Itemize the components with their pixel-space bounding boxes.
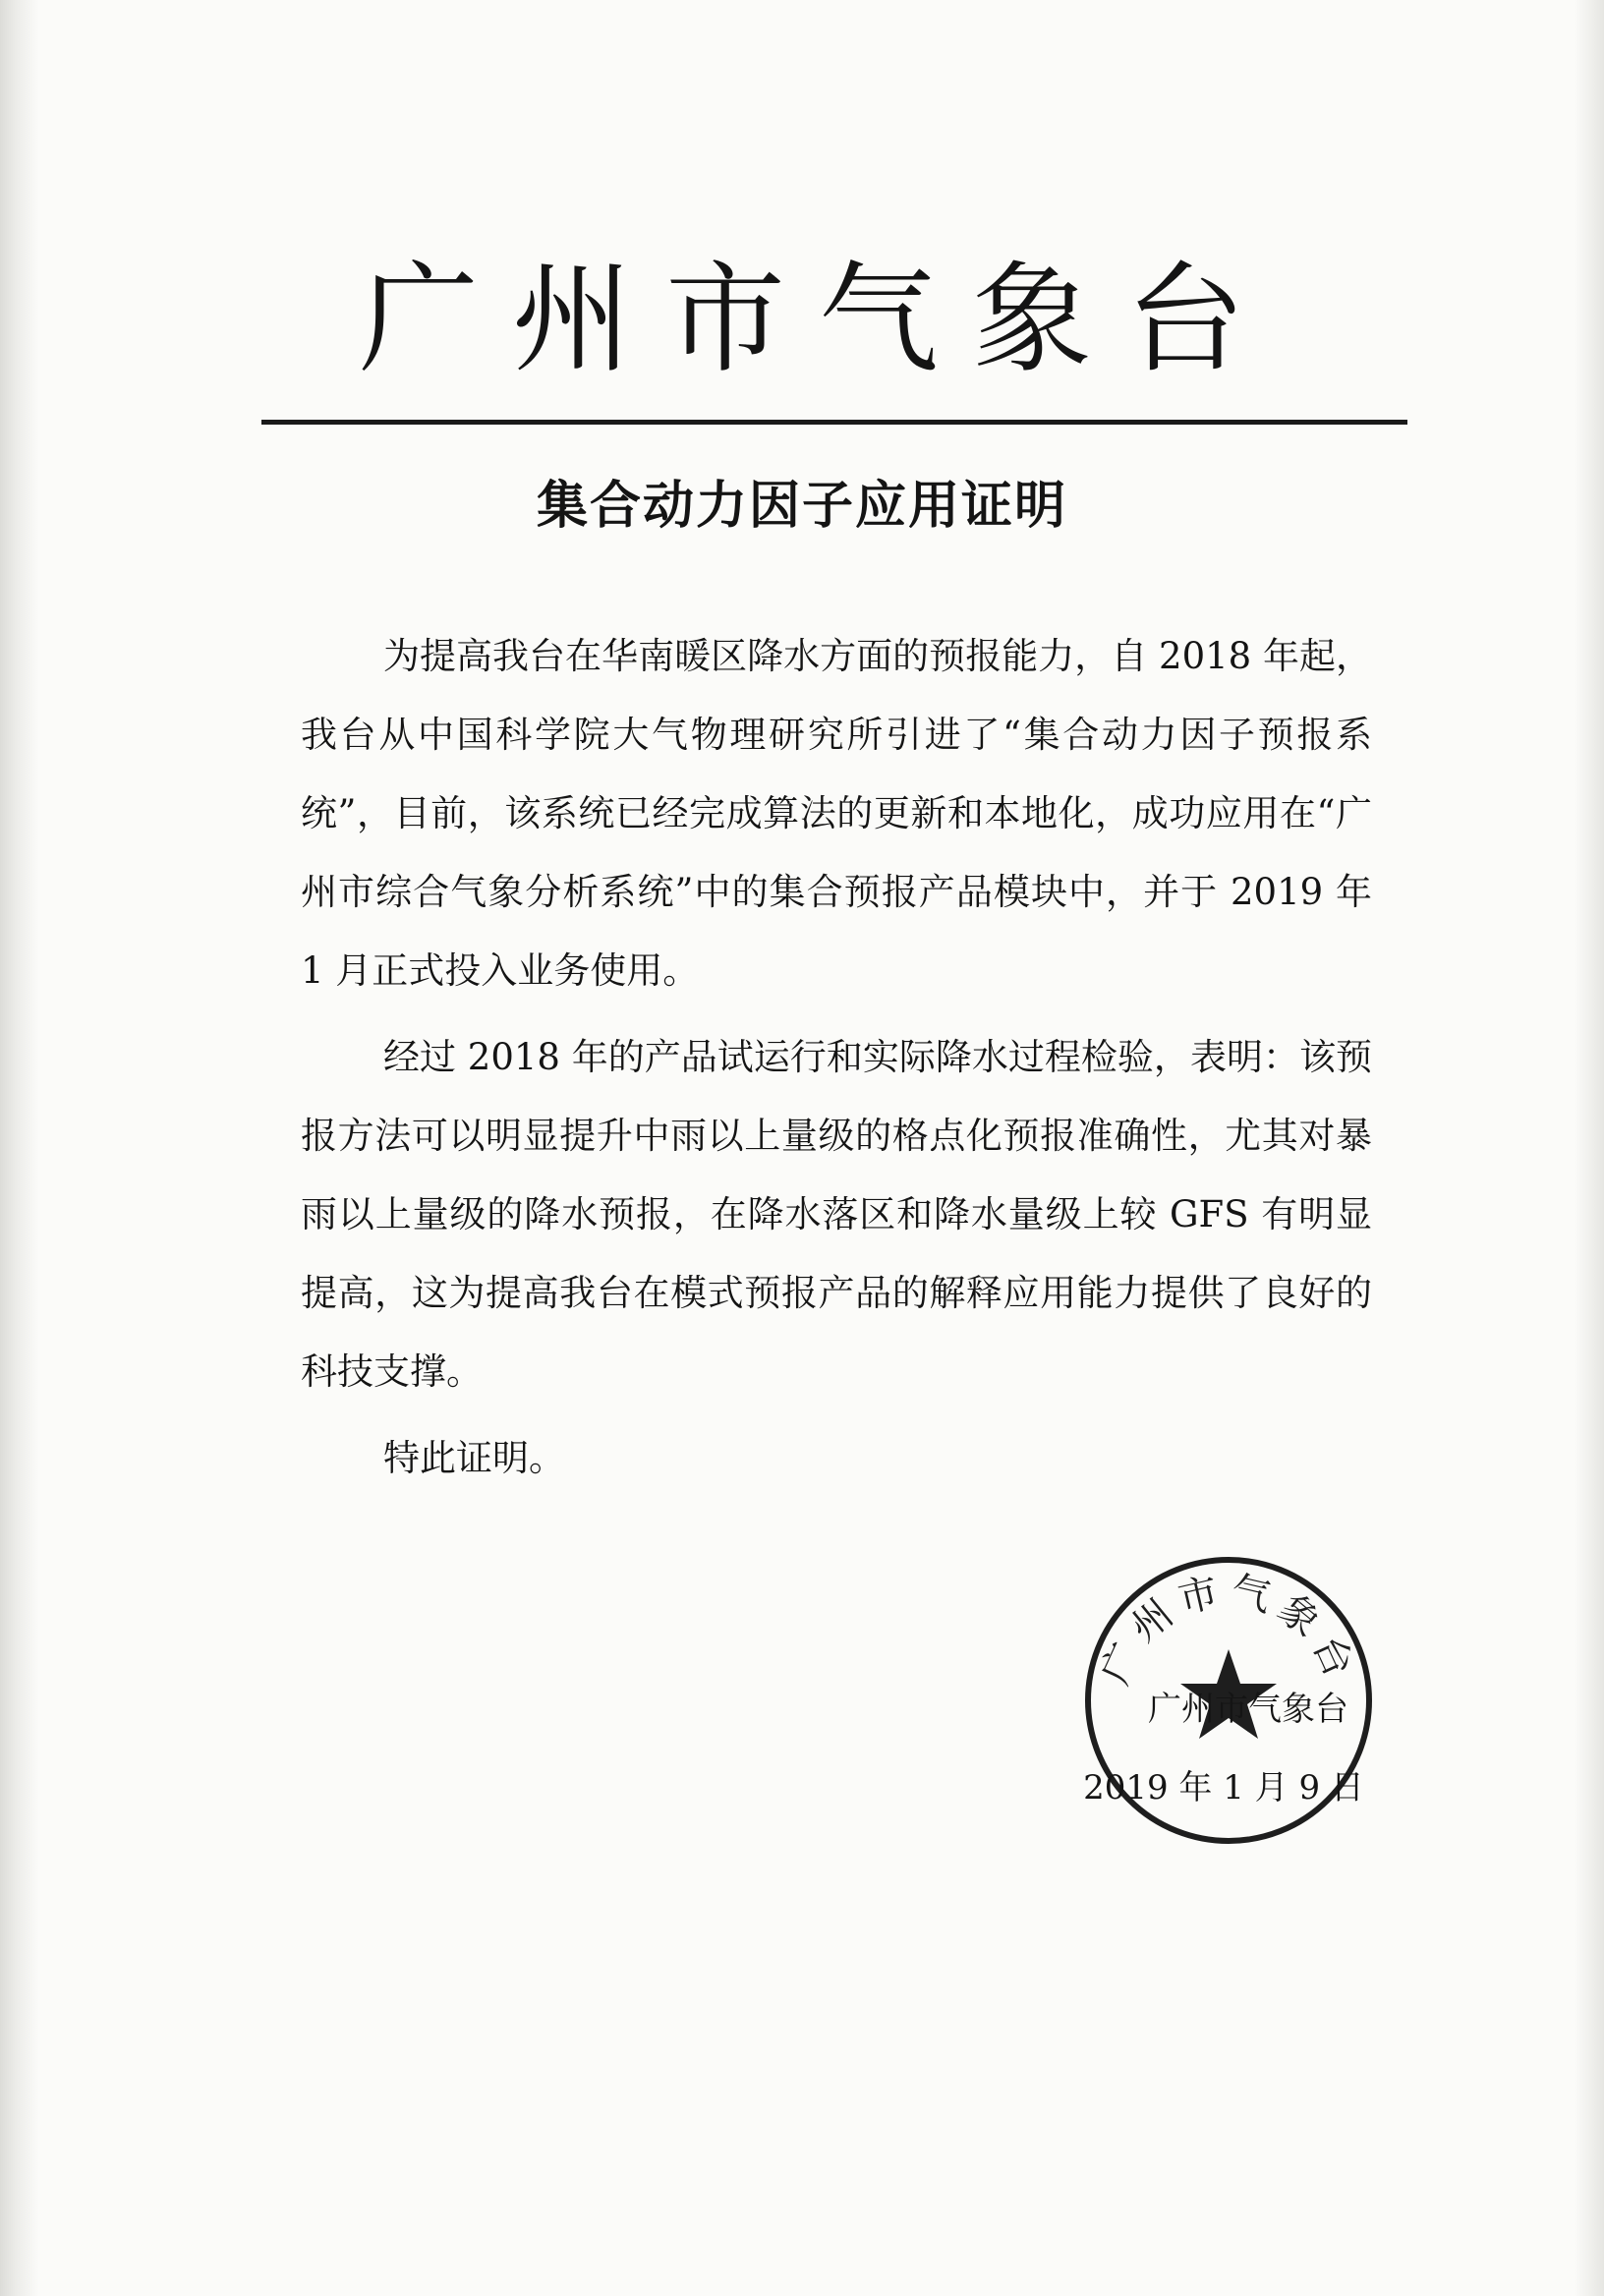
body-paragraph-1: 为提高我台在华南暖区降水方面的预报能力，自 2018 年起，我台从中国科学院大气物理研究所引进了“集合动力因子预报系统”，目前，该系统已经完成算法的更新和本地化，成功应用在“广州市综合气象分析系统”中的集合预报产品模块中，并于 2019 年 1 月正式投入业务使用。 <box>301 635 1372 992</box>
body-paragraph-2: 经过 2018 年的产品试运行和实际降水过程检验，表明：该预报方法可以明显提升中雨以上量级的格点化预报准确性，尤其对暴雨以上量级的降水预报，在降水落区和降水量级上较 GFS 有明显提高，这为提高我台在模式预报产品的解释应用能力提供了良好的科技支撑。 <box>301 1036 1372 1393</box>
body-paragraph-closing: 特此证明。 <box>383 1437 565 1479</box>
document-title: 集合动力因子应用证明 <box>536 476 1067 536</box>
letterhead-divider <box>261 420 1407 425</box>
document-body <box>301 617 1372 1506</box>
signature-issuer: 广州市气象台 <box>1148 1690 1348 1729</box>
seal-arc-text: 广州市气象台 <box>1092 1568 1365 1692</box>
signature-date: 2019 年 1 月 9 日 <box>1083 1768 1364 1808</box>
letterhead-org-name: 广州市气象台 <box>359 250 1279 389</box>
